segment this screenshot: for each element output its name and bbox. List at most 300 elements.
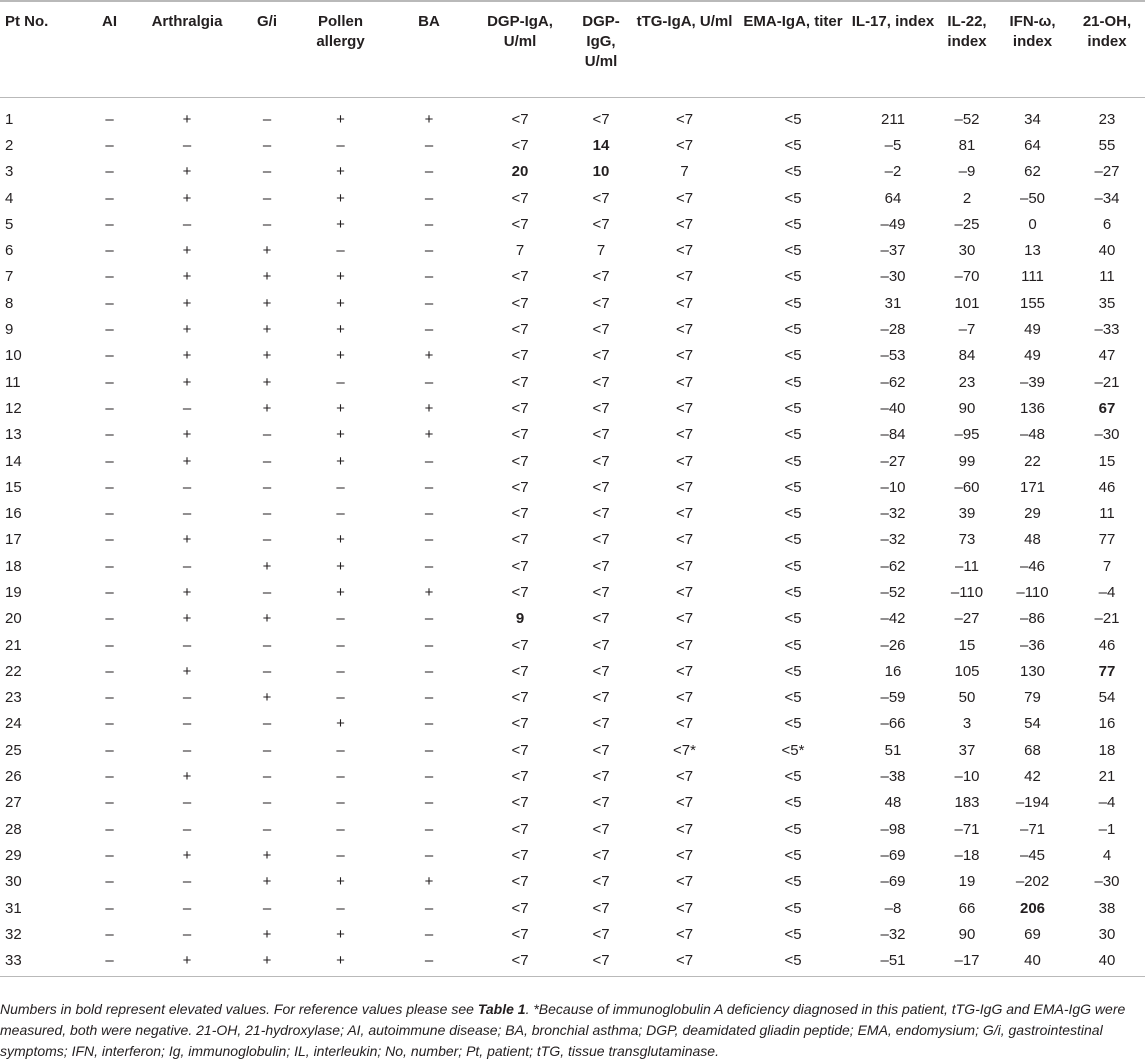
table-cell: <7 — [511, 715, 529, 733]
table-cell: –25 — [954, 215, 980, 233]
table-cell: <5 — [784, 478, 802, 496]
table-cell: + — [336, 715, 345, 733]
table-cell: + — [182, 952, 192, 970]
table-cell: –50 — [1019, 189, 1046, 207]
table-cell: <7 — [511, 215, 529, 233]
table-cell: –30 — [1094, 873, 1120, 891]
table-cell: <7 — [511, 689, 529, 707]
column-header: tTG-IgA, U/ml — [631, 2, 738, 98]
table-cell: <5 — [784, 846, 802, 864]
table-cell: <7 — [675, 189, 694, 207]
table-cell: –18 — [954, 846, 980, 864]
table-cell: + — [262, 268, 272, 286]
table-cell: <7 — [511, 505, 529, 523]
table-cell: – — [262, 741, 272, 759]
table-cell: – — [424, 189, 434, 207]
table-cell: – — [424, 715, 434, 733]
table-cell: 136 — [1019, 399, 1046, 417]
table-cell: + — [424, 347, 434, 365]
table-row — [0, 98, 1145, 133]
table-cell: –5 — [884, 136, 902, 154]
table-cell: –39 — [1019, 373, 1046, 391]
table-cell: 5 — [5, 215, 14, 233]
table-cell: 14 — [592, 136, 610, 154]
table-cell: 16 — [884, 662, 902, 680]
table-cell: –71 — [1019, 820, 1046, 838]
table-cell: 183 — [954, 794, 980, 812]
column-header: Arthralgia — [132, 2, 242, 98]
table-cell: 23 — [1098, 110, 1116, 128]
table-cell: <7 — [592, 426, 610, 444]
table-cell: – — [105, 689, 114, 707]
table-row — [0, 527, 1145, 553]
table-cell: + — [336, 110, 345, 128]
table-cell: – — [182, 925, 192, 943]
table-cell: 37 — [958, 741, 976, 759]
table-cell: <7 — [675, 452, 694, 470]
table-cell: – — [182, 636, 192, 654]
table-cell: <7 — [592, 636, 610, 654]
table-cell: 40 — [1024, 952, 1041, 970]
table-cell: <7 — [511, 873, 529, 891]
table-cell: <7 — [592, 583, 610, 601]
table-cell: + — [262, 925, 272, 943]
table-body — [0, 98, 1145, 974]
table-cell: + — [336, 347, 345, 365]
footnote-table-ref[interactable]: Table 1 — [477, 1001, 526, 1017]
table-cell: <7 — [675, 321, 694, 339]
table-cell: – — [105, 478, 114, 496]
table-cell: 62 — [1024, 163, 1041, 181]
table-cell: <7 — [511, 636, 529, 654]
table-cell: –32 — [880, 925, 906, 943]
table-row — [0, 685, 1145, 711]
table-cell: + — [182, 110, 192, 128]
table-cell: + — [336, 426, 345, 444]
table-cell: + — [336, 452, 345, 470]
table-cell: –48 — [1019, 426, 1046, 444]
table-cell: 21 — [1098, 768, 1116, 786]
table-cell: 68 — [1024, 741, 1041, 759]
table-cell: –36 — [1019, 636, 1046, 654]
table-cell: – — [424, 294, 434, 312]
table-cell: – — [424, 452, 434, 470]
table-cell: – — [105, 294, 114, 312]
table-cell: + — [424, 583, 434, 601]
table-cell: – — [105, 452, 114, 470]
table-cell: + — [336, 925, 345, 943]
table-cell: <5 — [784, 873, 802, 891]
table-cell: – — [105, 741, 114, 759]
table-cell: <7 — [675, 689, 694, 707]
table-cell: <5 — [784, 399, 802, 417]
table-cell: – — [336, 794, 345, 812]
table-cell: + — [262, 399, 272, 417]
table-cell: + — [424, 873, 434, 891]
table-cell: 27 — [5, 794, 22, 812]
table-cell: <5 — [784, 294, 802, 312]
table-row — [0, 711, 1145, 737]
table-cell: – — [105, 846, 114, 864]
table-cell: –49 — [880, 215, 906, 233]
table-cell: – — [182, 873, 192, 891]
table-cell: 18 — [5, 557, 22, 575]
table-cell: 50 — [958, 689, 976, 707]
table-cell: 46 — [1098, 636, 1116, 654]
table-cell: <5 — [784, 583, 802, 601]
table-cell: + — [336, 873, 345, 891]
table-cell: + — [262, 952, 272, 970]
table-row — [0, 606, 1145, 632]
table-cell: – — [424, 820, 434, 838]
table-cell: 4 — [1102, 846, 1112, 864]
table-cell: <7 — [592, 531, 610, 549]
table-cell: <7 — [592, 321, 610, 339]
table-cell: 111 — [1021, 268, 1044, 286]
table-row — [0, 185, 1145, 211]
table-cell: 79 — [1024, 689, 1041, 707]
table-cell: – — [262, 426, 272, 444]
table-cell: <5* — [781, 741, 805, 759]
table-cell: 48 — [1024, 531, 1041, 549]
table-cell: <5 — [784, 662, 802, 680]
table-cell: <5 — [784, 820, 802, 838]
table-cell: <7 — [511, 846, 529, 864]
table-cell: – — [424, 505, 434, 523]
table-cell: –40 — [880, 399, 906, 417]
table-row — [0, 132, 1145, 158]
table-cell: <7 — [511, 347, 529, 365]
table-cell: <7 — [675, 794, 694, 812]
table-cell: 49 — [1024, 321, 1041, 339]
column-header: 21-OH, index — [1069, 2, 1145, 98]
table-cell: 3 — [5, 163, 14, 181]
table-cell: <7 — [592, 452, 610, 470]
table-cell: 33 — [5, 952, 22, 970]
table-cell: <7 — [592, 689, 610, 707]
table-cell: 7 — [515, 242, 525, 260]
table-cell: <7 — [675, 531, 694, 549]
table-cell: <7 — [511, 478, 529, 496]
table-cell: –62 — [880, 557, 906, 575]
table-cell: –32 — [880, 531, 906, 549]
table-cell: <7 — [592, 952, 610, 970]
table-cell: –84 — [880, 426, 906, 444]
table-cell: – — [182, 689, 192, 707]
table-row — [0, 264, 1145, 290]
table-cell: – — [262, 662, 272, 680]
table-cell: <5 — [784, 636, 802, 654]
column-header: DGP-IgG, U/ml — [571, 2, 631, 98]
table-cell: <5 — [784, 242, 802, 260]
table-cell: + — [336, 399, 345, 417]
table-cell: – — [182, 741, 192, 759]
table-cell: –28 — [880, 321, 906, 339]
table-cell: + — [182, 163, 192, 181]
table-cell: –4 — [1098, 583, 1116, 601]
table-cell: – — [105, 321, 114, 339]
table-cell: –66 — [880, 715, 906, 733]
table-cell: –11 — [955, 557, 979, 575]
table-row — [0, 237, 1145, 263]
table-cell: – — [262, 452, 272, 470]
table-cell: – — [105, 820, 114, 838]
table-row — [0, 474, 1145, 500]
table-cell: + — [182, 846, 192, 864]
table-cell: –30 — [1094, 426, 1120, 444]
table-cell: – — [105, 110, 114, 128]
table-cell: 20 — [511, 163, 529, 181]
table-cell: + — [336, 583, 345, 601]
table-cell: 1 — [5, 110, 14, 128]
table-cell: –10 — [954, 768, 980, 786]
table-cell: <5 — [784, 925, 802, 943]
table-cell: 9 — [5, 321, 14, 339]
table-cell: –194 — [1015, 794, 1050, 812]
table-cell: 64 — [884, 189, 902, 207]
table-row — [0, 395, 1145, 421]
table-cell: <7 — [511, 136, 529, 154]
table-cell: 46 — [1098, 478, 1116, 496]
table-cell: – — [105, 636, 114, 654]
table-cell: 69 — [1024, 925, 1041, 943]
table-cell: + — [262, 242, 272, 260]
table-row — [0, 579, 1145, 605]
column-header: Pt No. — [0, 2, 87, 98]
table-cell: + — [182, 662, 192, 680]
table-cell: <7 — [675, 373, 694, 391]
column-header: BA — [389, 2, 469, 98]
table-cell: 55 — [1098, 136, 1116, 154]
table-cell: 30 — [5, 873, 22, 891]
table-cell: 90 — [958, 399, 976, 417]
table-cell: 11 — [1099, 268, 1115, 286]
table-cell: <7 — [511, 452, 529, 470]
table-cell: + — [262, 873, 272, 891]
table-cell: <5 — [784, 610, 802, 628]
table-cell: + — [182, 242, 192, 260]
table-cell: – — [336, 662, 345, 680]
table-cell: – — [262, 899, 272, 917]
table-cell: –27 — [880, 452, 906, 470]
table-cell: – — [182, 820, 192, 838]
table-cell: – — [424, 557, 434, 575]
table-cell: – — [336, 899, 345, 917]
table-cell: 2 — [5, 136, 14, 154]
table-cell: 90 — [958, 925, 976, 943]
table-cell: 11 — [5, 373, 21, 391]
table-cell: 0 — [1028, 215, 1037, 233]
table-cell: 99 — [958, 452, 976, 470]
table-cell: – — [262, 110, 272, 128]
table-cell: 10 — [5, 347, 22, 365]
table-cell: <5 — [784, 268, 802, 286]
table-cell: – — [424, 952, 434, 970]
table-cell: 35 — [1098, 294, 1116, 312]
table-cell: 15 — [958, 636, 976, 654]
table-cell: 19 — [958, 873, 976, 891]
table-cell: – — [105, 662, 114, 680]
table-cell: – — [262, 505, 272, 523]
table-cell: <7 — [592, 189, 610, 207]
table-cell: –37 — [880, 242, 906, 260]
table-cell: – — [336, 136, 345, 154]
table-cell: – — [262, 820, 272, 838]
table-cell: 105 — [954, 662, 980, 680]
table-cell: <7 — [511, 925, 529, 943]
table-cell: <7 — [592, 110, 610, 128]
column-header: IL-22, index — [938, 2, 996, 98]
table-cell: <7 — [511, 741, 529, 759]
table-cell: –21 — [1094, 373, 1120, 391]
table-cell: <7 — [592, 215, 610, 233]
table-cell: <5 — [784, 215, 802, 233]
table-row — [0, 842, 1145, 868]
table-cell: – — [336, 846, 345, 864]
table-cell: –26 — [880, 636, 906, 654]
table-cell: 22 — [5, 662, 22, 680]
table-cell: 7 — [5, 268, 14, 286]
table-cell: – — [336, 636, 345, 654]
table-cell: + — [336, 321, 345, 339]
table-cell: + — [262, 557, 272, 575]
table-cell: 54 — [1024, 715, 1041, 733]
table-cell: – — [182, 505, 192, 523]
table-cell: – — [182, 478, 192, 496]
table-cell: – — [105, 347, 114, 365]
table-cell: + — [182, 189, 192, 207]
table-cell: <7 — [592, 846, 610, 864]
table-cell: –46 — [1019, 557, 1046, 575]
table-cell: 211 — [881, 110, 905, 128]
table-cell: – — [105, 531, 114, 549]
table-cell: <7 — [511, 531, 529, 549]
table-cell: <7 — [675, 399, 694, 417]
table-cell: + — [336, 189, 345, 207]
table-cell: – — [424, 242, 434, 260]
table-cell: –202 — [1015, 873, 1050, 891]
table-cell: – — [105, 899, 114, 917]
table-cell: 29 — [5, 846, 22, 864]
table-cell: –27 — [954, 610, 980, 628]
table-cell: 24 — [5, 715, 22, 733]
table-cell: + — [262, 347, 272, 365]
table-row — [0, 895, 1145, 921]
table-cell: 4 — [5, 189, 14, 207]
table-cell: – — [182, 215, 192, 233]
table-cell: <7 — [592, 505, 610, 523]
table-cell: <7 — [511, 794, 529, 812]
table-cell: <7 — [592, 741, 610, 759]
table-cell: 22 — [1024, 452, 1041, 470]
column-header: Pollen allergy — [292, 2, 389, 98]
table-cell: <7 — [511, 426, 529, 444]
table-row — [0, 790, 1145, 816]
table-cell: – — [424, 268, 434, 286]
table-row — [0, 869, 1145, 895]
table-cell: – — [105, 189, 114, 207]
table-cell: –71 — [954, 820, 980, 838]
table-cell: 49 — [1024, 347, 1041, 365]
table-cell: – — [336, 741, 345, 759]
table-cell: –27 — [1094, 163, 1120, 181]
table-cell: + — [424, 399, 434, 417]
table-cell: 31 — [5, 899, 22, 917]
table-cell: <7 — [592, 610, 610, 628]
table-cell: –9 — [958, 163, 976, 181]
table-cell: –1 — [1098, 820, 1116, 838]
table-footnote — [0, 999, 1140, 1062]
table-cell: 73 — [958, 531, 976, 549]
table-cell: <5 — [784, 321, 802, 339]
table-cell: – — [105, 925, 114, 943]
footnote-text-before: Numbers in bold represent elevated values. For reference values please see — [0, 1001, 478, 1017]
table-cell: 30 — [958, 242, 976, 260]
table-row — [0, 369, 1145, 395]
table-cell: – — [105, 768, 114, 786]
table-cell: + — [182, 452, 192, 470]
table-cell: + — [182, 294, 192, 312]
table-cell: – — [336, 242, 345, 260]
table-cell: – — [105, 373, 114, 391]
table-cell: 66 — [958, 899, 976, 917]
table-cell: + — [182, 583, 192, 601]
table-cell: 13 — [1024, 242, 1041, 260]
table-cell: <5 — [784, 452, 802, 470]
table-cell: – — [105, 873, 114, 891]
table-cell: + — [336, 557, 345, 575]
table-cell: <7 — [511, 110, 529, 128]
table-cell: <7 — [592, 794, 610, 812]
table-cell: –60 — [954, 478, 980, 496]
table-cell: <7 — [675, 136, 694, 154]
table-cell: –62 — [880, 373, 906, 391]
table-cell: –95 — [954, 426, 980, 444]
table-cell: 67 — [1098, 399, 1116, 417]
table-cell: <7 — [675, 505, 694, 523]
table-cell: <7 — [675, 715, 694, 733]
table-cell: + — [336, 215, 345, 233]
table-cell: 81 — [958, 136, 976, 154]
table-cell: – — [424, 636, 434, 654]
table-cell: <7 — [592, 768, 610, 786]
table-cell: <7 — [592, 399, 610, 417]
table-cell: – — [262, 768, 272, 786]
table-cell: 10 — [592, 163, 610, 181]
table-cell: <5 — [784, 347, 802, 365]
table-cell: + — [182, 321, 192, 339]
table-cell: –53 — [880, 347, 906, 365]
footnote-text-after: . *Because of immunoglobulin A deficiency diagnosed in this patient, tTG-IgG and EMA-IgG were measured, both were negative. 21-OH, 21-hydroxylase; AI, autoimmune disease; BA, bronchial asthma; DGP, deamidated gliadin peptide; EMA, endomysium; G/i, gastrointestinal symptoms; IFN, interferon; Ig, immunoglobulin; IL, interleukin; No, number; Pt, patient; tTG, tissue transglutaminase. — [0, 1001, 1126, 1059]
table-cell: – — [105, 583, 114, 601]
table-cell: <5 — [784, 689, 802, 707]
table-cell: 7 — [596, 242, 606, 260]
table-cell: – — [262, 794, 272, 812]
table-cell: – — [336, 373, 345, 391]
table-cell: –7 — [958, 321, 976, 339]
column-header: IL-17, index — [848, 2, 938, 98]
table-cell: – — [262, 583, 272, 601]
table-cell: – — [336, 768, 345, 786]
table-cell: 77 — [1098, 662, 1116, 680]
table-cell: <5 — [784, 426, 802, 444]
table-cell: <7 — [675, 294, 694, 312]
table-cell: 12 — [5, 399, 22, 417]
table-cell: – — [262, 715, 272, 733]
table-cell: + — [182, 268, 192, 286]
table-cell: – — [182, 557, 192, 575]
table-cell: 11 — [1099, 505, 1115, 523]
